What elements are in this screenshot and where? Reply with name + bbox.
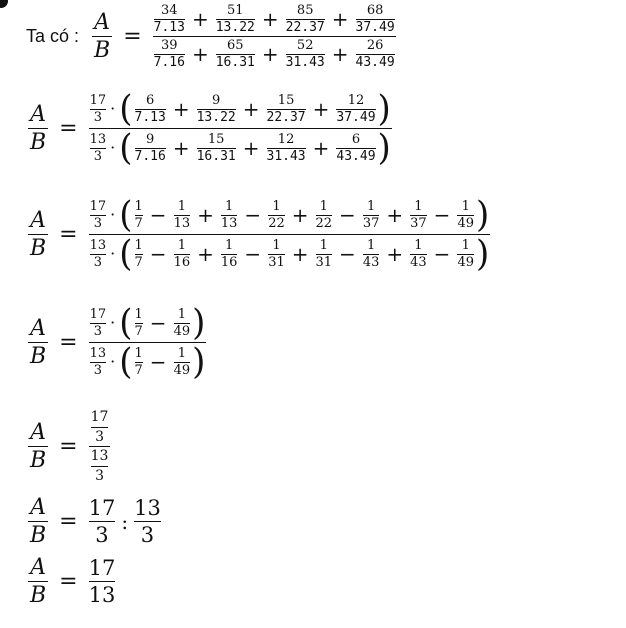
fraction	[90, 200, 107, 230]
main-numerator	[153, 4, 396, 34]
fraction-numerator: 1	[177, 306, 186, 322]
right-parenthesis: )	[475, 194, 490, 236]
fraction-numerator: 1	[461, 237, 470, 253]
main-denominator	[153, 39, 396, 69]
fraction	[90, 239, 107, 269]
fraction	[363, 200, 380, 230]
fraction-numerator: 26	[366, 38, 384, 54]
left-parenthesis: (	[119, 233, 133, 275]
fraction-numerator: 1	[366, 237, 376, 253]
fraction-numerator: 13	[89, 237, 107, 253]
plus-sign: +	[386, 241, 404, 266]
equals-sign: =	[59, 569, 78, 595]
fraction-numerator: 13	[89, 345, 107, 361]
main-denominator	[89, 233, 491, 275]
fraction	[154, 4, 185, 34]
fraction-numerator: 1	[272, 237, 281, 253]
fraction-denominator: 16	[220, 254, 238, 270]
fraction-numerator: 12	[347, 92, 365, 108]
plus-sign: +	[331, 6, 349, 31]
fraction-numerator: 17	[88, 556, 116, 581]
minus-sign: −	[339, 241, 356, 266]
fraction-numerator: 17	[89, 306, 107, 322]
fraction-numerator: 6	[351, 131, 361, 147]
lhs-numerator: A	[30, 495, 47, 520]
fraction	[336, 133, 375, 163]
fraction-numerator: 1	[177, 237, 186, 253]
lhs-fraction	[28, 209, 48, 260]
plus-sign: +	[242, 135, 260, 160]
multiply-dot: ·	[110, 351, 116, 371]
plus-sign: +	[197, 202, 214, 227]
fraction	[91, 410, 109, 444]
compound-denominator	[89, 449, 111, 483]
fraction-denominator: 3	[95, 428, 104, 445]
equals-sign: =	[59, 509, 78, 535]
fraction	[135, 308, 143, 338]
fraction-bar	[28, 342, 48, 343]
fraction-denominator: 3	[93, 254, 103, 270]
fraction-denominator: 13.22	[215, 19, 255, 35]
lhs-denominator: B	[30, 583, 47, 609]
fraction-bar	[134, 521, 161, 522]
fraction	[135, 347, 143, 377]
fraction-bar	[28, 128, 48, 129]
main-numerator	[89, 194, 491, 236]
fraction-denominator: 22	[268, 215, 285, 231]
fraction-denominator: 43.49	[336, 148, 376, 164]
fraction-numerator: 12	[277, 131, 295, 147]
minus-sign: −	[149, 310, 167, 335]
fraction-numerator: 1	[134, 237, 143, 253]
lhs-fraction	[28, 421, 48, 472]
fraction-denominator: 7	[134, 362, 143, 378]
fraction	[316, 239, 333, 269]
fraction-bar	[28, 446, 48, 447]
fraction-denominator: 7	[134, 254, 143, 270]
fraction-numerator: 13	[134, 496, 161, 521]
compound-fraction	[89, 410, 111, 484]
fraction	[154, 39, 185, 69]
lhs-denominator: B	[30, 448, 47, 474]
fraction	[267, 94, 306, 124]
plus-sign: +	[191, 41, 209, 66]
fraction-denominator: 31.43	[285, 54, 325, 70]
fraction-numerator: 1	[414, 237, 423, 253]
plus-sign: +	[172, 135, 190, 160]
fraction	[316, 200, 333, 230]
fraction-numerator: 1	[177, 198, 186, 214]
fraction-denominator: 3	[95, 468, 104, 485]
plus-sign: +	[242, 96, 260, 121]
fraction-numerator: 17	[90, 409, 109, 425]
equation-line-3	[26, 194, 492, 275]
fraction-denominator: 37	[410, 215, 427, 231]
equals-sign: =	[59, 434, 78, 460]
fraction	[174, 239, 191, 269]
fraction-bar	[89, 128, 392, 129]
plus-sign: +	[191, 6, 209, 31]
fraction-numerator: 1	[134, 345, 143, 361]
fraction-denominator: 3	[93, 362, 103, 378]
fraction-bar	[92, 36, 112, 37]
left-parenthesis: (	[119, 88, 133, 130]
left-parenthesis: (	[119, 341, 133, 383]
fraction-denominator: 16	[173, 254, 191, 270]
fraction-numerator: 51	[227, 3, 244, 18]
equation-line-7	[26, 556, 117, 607]
fraction-denominator: 13.22	[196, 109, 236, 125]
fraction-denominator: 22.37	[285, 19, 325, 35]
fraction-numerator: 1	[366, 198, 376, 214]
fraction	[174, 200, 191, 230]
fraction-denominator: 43	[362, 254, 380, 270]
lhs-denominator: B	[30, 344, 47, 369]
multiply-dot: ·	[110, 204, 116, 224]
fraction-numerator: 9	[146, 131, 155, 147]
fraction-bar	[89, 521, 116, 522]
fraction-numerator: 65	[227, 38, 244, 54]
fraction-denominator: 7.16	[134, 148, 166, 164]
right-parenthesis: )	[377, 127, 391, 169]
fraction-denominator: 31	[268, 254, 285, 270]
divide-sign: :	[121, 509, 129, 534]
fraction	[89, 497, 116, 546]
main-numerator	[89, 302, 207, 344]
lhs-numerator: A	[30, 420, 47, 446]
main-fraction	[89, 194, 491, 275]
equals-sign: =	[123, 24, 142, 50]
plus-sign: +	[197, 241, 214, 266]
fraction-denominator: 49	[457, 215, 474, 231]
left-parenthesis: (	[119, 127, 133, 169]
fraction-numerator: 1	[414, 198, 423, 214]
equation-line-6	[26, 496, 163, 547]
fraction-denominator: 3	[93, 148, 103, 164]
fraction	[174, 308, 191, 338]
plus-sign: +	[172, 96, 190, 121]
fraction-denominator: 3	[93, 109, 103, 125]
fraction-numerator: 34	[161, 3, 178, 18]
fraction-numerator: 1	[134, 198, 143, 214]
fraction	[268, 200, 285, 230]
main-fraction	[153, 4, 396, 70]
fraction-bar	[91, 427, 109, 428]
fraction-denominator: 16.31	[215, 54, 255, 70]
plus-sign: +	[386, 202, 404, 227]
fraction	[91, 449, 109, 483]
fraction-numerator: 15	[277, 92, 295, 108]
fraction	[267, 133, 306, 163]
fraction-bar	[28, 581, 48, 582]
fraction-numerator: 39	[161, 38, 178, 54]
fraction-denominator: 13	[88, 583, 116, 608]
fraction-bar	[89, 446, 111, 447]
fraction	[90, 347, 107, 377]
fraction-denominator: 37	[362, 215, 380, 231]
fraction-bar	[153, 36, 396, 37]
fraction-numerator: 13	[90, 448, 109, 465]
fraction-denominator: 49	[173, 362, 191, 378]
main-fraction	[89, 302, 207, 383]
fraction-denominator: 31.43	[266, 148, 306, 164]
fraction-numerator: 17	[89, 92, 107, 108]
main-denominator	[89, 127, 392, 169]
fraction-numerator: 85	[296, 3, 314, 18]
multiply-dot: ·	[110, 98, 116, 118]
fraction	[135, 94, 166, 124]
fraction-denominator: 7.13	[153, 19, 185, 35]
lhs-denominator: B	[30, 130, 47, 155]
fraction	[135, 239, 143, 269]
fraction	[174, 347, 191, 377]
fraction	[135, 133, 166, 163]
fraction	[356, 4, 395, 34]
minus-sign: −	[433, 241, 451, 266]
fraction	[197, 133, 236, 163]
fraction-denominator: 7	[134, 323, 143, 339]
fraction	[135, 200, 143, 230]
fraction-denominator: 3	[93, 323, 103, 339]
left-parenthesis: (	[119, 194, 133, 236]
fraction-bar	[89, 342, 207, 343]
lhs-numerator: A	[30, 101, 47, 127]
lhs-fraction	[92, 11, 112, 62]
lhs-denominator: B	[30, 236, 47, 261]
fraction-denominator: 43	[410, 254, 427, 270]
lhs-numerator: A	[30, 315, 47, 341]
fraction-denominator: 13	[220, 215, 238, 231]
fraction	[221, 200, 238, 230]
left-parenthesis: (	[119, 302, 133, 344]
plus-sign: +	[261, 41, 279, 66]
multiply-dot: ·	[110, 137, 116, 157]
fraction-denominator: 37.49	[336, 109, 376, 125]
lhs-fraction	[28, 317, 48, 368]
fraction-denominator: 49	[173, 323, 191, 339]
lhs-numerator: A	[30, 207, 47, 233]
fraction	[90, 133, 107, 163]
compound-numerator	[89, 410, 111, 444]
plus-sign: +	[291, 241, 309, 266]
fraction-denominator: 7.16	[153, 54, 185, 70]
lhs-fraction	[28, 556, 48, 607]
equation-line-2	[26, 88, 394, 169]
fraction	[410, 239, 427, 269]
plus-sign: +	[261, 6, 279, 31]
fraction	[216, 39, 255, 69]
minus-sign: −	[339, 202, 356, 227]
fraction-bar	[28, 521, 48, 522]
fraction-denominator: 16.31	[196, 148, 236, 164]
equals-sign: =	[59, 116, 78, 141]
fraction-denominator: 22	[315, 215, 333, 231]
fraction	[134, 497, 161, 546]
fraction-denominator: 7	[134, 215, 143, 231]
fraction-numerator: 1	[319, 237, 328, 253]
fraction-denominator: 37.49	[355, 19, 395, 35]
plus-sign: +	[331, 41, 349, 66]
minus-sign: −	[244, 202, 262, 227]
right-parenthesis: )	[192, 302, 206, 344]
equation-line-5	[26, 410, 112, 484]
fraction-denominator: 13	[173, 215, 191, 231]
fraction	[363, 239, 380, 269]
plus-sign: +	[312, 96, 330, 121]
fraction	[410, 200, 427, 230]
right-parenthesis: )	[475, 233, 490, 275]
fraction-bar	[89, 234, 491, 235]
minus-sign: −	[244, 241, 262, 266]
fraction-numerator: 17	[89, 198, 107, 214]
fraction-bar	[91, 466, 109, 467]
fraction-numerator: 1	[272, 198, 281, 214]
fraction	[356, 39, 395, 69]
fraction-numerator: 15	[207, 131, 225, 147]
fraction-numerator: 1	[225, 198, 234, 214]
plus-sign: +	[312, 135, 330, 160]
fraction	[286, 39, 325, 69]
fraction	[457, 239, 474, 269]
lhs-denominator: B	[30, 523, 47, 549]
fraction-denominator: 3	[95, 523, 109, 548]
minus-sign: −	[149, 241, 167, 266]
fraction-numerator: 1	[461, 198, 470, 214]
fraction-numerator: 1	[225, 237, 234, 253]
main-numerator	[89, 88, 392, 130]
minus-sign: −	[433, 202, 451, 227]
fraction-denominator: 49	[457, 254, 474, 270]
plus-sign: +	[291, 202, 309, 227]
fraction	[90, 308, 107, 338]
fraction	[268, 239, 285, 269]
lhs-fraction	[28, 103, 48, 154]
minus-sign: −	[149, 349, 167, 374]
fraction-numerator: 52	[296, 38, 314, 54]
main-denominator	[89, 341, 207, 383]
fraction-denominator: 3	[140, 523, 155, 548]
equation-line-1	[26, 4, 398, 70]
fraction	[286, 4, 325, 34]
fraction-bar	[89, 581, 116, 582]
intro-text: Ta có :	[26, 26, 85, 47]
fraction-numerator: 1	[319, 198, 328, 214]
multiply-dot: ·	[110, 312, 116, 332]
fraction-numerator: 1	[134, 306, 143, 322]
fraction-numerator: 13	[89, 131, 107, 147]
equation-line-4	[26, 302, 208, 383]
fraction-denominator: 22.37	[266, 109, 306, 125]
fraction-denominator: 43.49	[355, 54, 395, 70]
fraction	[221, 239, 238, 269]
fraction-numerator: 17	[88, 496, 116, 521]
fraction	[457, 200, 474, 230]
fraction-denominator: 7.13	[134, 109, 166, 125]
right-parenthesis: )	[377, 88, 391, 130]
corner-mark	[0, 0, 8, 8]
multiply-dot: ·	[110, 243, 116, 263]
fraction	[336, 94, 375, 124]
fraction-denominator: 31	[315, 254, 333, 270]
main-fraction	[89, 88, 392, 169]
fraction-numerator: 6	[146, 92, 155, 108]
fraction	[197, 94, 236, 124]
fraction-denominator: 3	[93, 215, 103, 231]
fraction-bar	[28, 234, 48, 235]
minus-sign: −	[149, 202, 167, 227]
lhs-numerator: A	[30, 555, 47, 580]
equals-sign: =	[59, 222, 78, 247]
equals-sign: =	[59, 330, 78, 355]
fraction	[90, 94, 107, 124]
fraction	[216, 4, 255, 34]
lhs-denominator: B	[94, 38, 111, 64]
fraction-numerator: 1	[177, 345, 186, 361]
fraction-numerator: 9	[212, 92, 221, 108]
lhs-numerator: A	[94, 10, 111, 36]
fraction-numerator: 68	[366, 3, 384, 18]
right-parenthesis: )	[192, 341, 206, 383]
lhs-fraction	[28, 496, 48, 547]
result-fraction	[89, 557, 116, 606]
